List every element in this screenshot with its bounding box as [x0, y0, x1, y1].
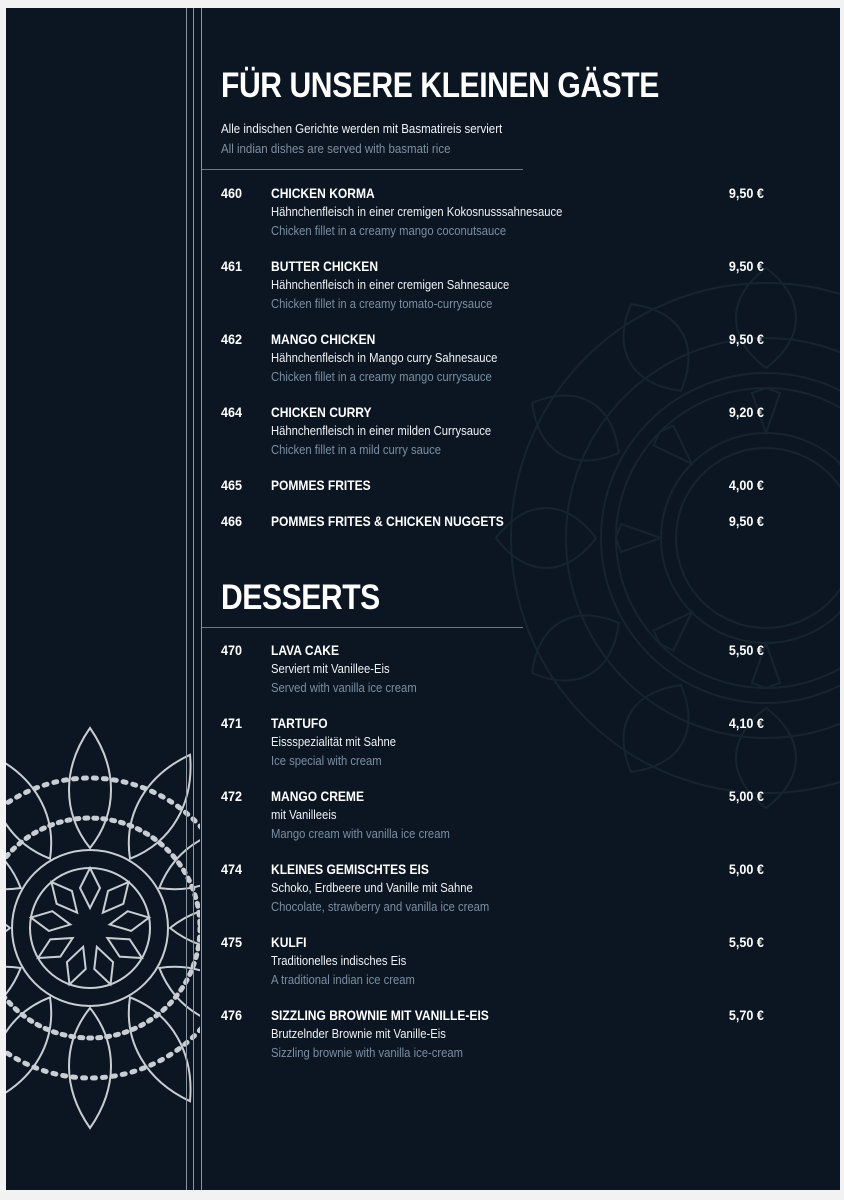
section-title-desserts: DESSERTS: [221, 578, 380, 617]
item-description-de: Schoko, Erdbeere und Vanille mit Sahne: [271, 881, 473, 895]
item-number: 475: [221, 934, 243, 950]
item-name: CHICKEN CURRY: [271, 404, 372, 420]
item-name: MANGO CREME: [271, 788, 364, 804]
item-price: 9,50 €: [728, 258, 764, 274]
item-price: 9,50 €: [728, 513, 764, 529]
item-price: 5,70 €: [728, 1007, 764, 1023]
item-name: KLEINES GEMISCHTES EIS: [271, 861, 429, 877]
item-name: LAVA CAKE: [271, 642, 340, 658]
item-description-en: Ice special with cream: [271, 754, 382, 768]
item-name: BUTTER CHICKEN: [271, 258, 379, 274]
item-description-en: Sizzling brownie with vanilla ice-cream: [271, 1046, 463, 1060]
menu-content: [6, 8, 840, 1190]
menu-item-476: [6, 1007, 840, 1067]
item-description-de: Hähnchenfleisch in einer milden Currysauce: [271, 424, 492, 438]
item-description-en: A traditional indian ice cream: [271, 973, 415, 987]
item-price: 5,00 €: [728, 788, 764, 804]
menu-item-474: [6, 861, 840, 921]
item-description-de: Eissspezialität mit Sahne: [271, 735, 397, 749]
item-description-de: Hähnchenfleisch in einer cremigen Kokosnusssahnesauce: [271, 205, 563, 219]
item-number: 470: [221, 642, 243, 658]
item-price: 9,50 €: [728, 331, 764, 347]
menu-item-472: [6, 788, 840, 848]
menu-item-460: [6, 185, 840, 245]
item-description-de: Hähnchenfleisch in Mango curry Sahnesauce: [271, 351, 498, 365]
menu-item-466: [6, 513, 840, 533]
rice-note-de: Alle indischen Gerichte werden mit Basmatireis serviert: [221, 122, 503, 136]
item-number: 476: [221, 1007, 243, 1023]
item-price: 5,50 €: [728, 642, 764, 658]
item-number: 460: [221, 185, 243, 201]
item-price: 4,00 €: [728, 477, 764, 493]
rice-note-en: All indian dishes are served with basmati rice: [221, 142, 451, 156]
item-price: 5,00 €: [728, 861, 764, 877]
item-price: 5,50 €: [728, 934, 764, 950]
item-number: 464: [221, 404, 243, 420]
item-name: KULFI: [271, 934, 307, 950]
item-name: POMMES FRITES & CHICKEN NUGGETS: [271, 513, 504, 529]
item-description-en: Chocolate, strawberry and vanilla ice cream: [271, 900, 490, 914]
menu-item-475: [6, 934, 840, 994]
menu-item-464: [6, 404, 840, 464]
item-description-en: Chicken fillet in a mild curry sauce: [271, 443, 442, 457]
menu-item-461: [6, 258, 840, 318]
item-description-en: Served with vanilla ice cream: [271, 681, 417, 695]
menu-item-471: [6, 715, 840, 775]
section-divider: [202, 169, 523, 170]
item-number: 471: [221, 715, 243, 731]
item-description-en: Mango cream with vanilla ice cream: [271, 827, 450, 841]
item-number: 466: [221, 513, 243, 529]
item-number: 461: [221, 258, 243, 274]
menu-page: [6, 8, 840, 1190]
item-price: 4,10 €: [728, 715, 764, 731]
item-name: MANGO CHICKEN: [271, 331, 376, 347]
item-number: 465: [221, 477, 243, 493]
menu-item-470: [6, 642, 840, 702]
item-number: 472: [221, 788, 243, 804]
section-title-kids: FÜR UNSERE KLEINEN GÄSTE: [221, 66, 659, 105]
item-name: SIZZLING BROWNIE MIT VANILLE-EIS: [271, 1007, 489, 1023]
item-name: POMMES FRITES: [271, 477, 371, 493]
item-description-de: Brutzelnder Brownie mit Vanille-Eis: [271, 1027, 446, 1041]
item-description-de: Hähnchenfleisch in einer cremigen Sahnesauce: [271, 278, 510, 292]
item-price: 9,20 €: [728, 404, 764, 420]
item-price: 9,50 €: [728, 185, 764, 201]
section-divider: [202, 627, 523, 628]
item-name: CHICKEN KORMA: [271, 185, 375, 201]
menu-item-465: [6, 477, 840, 497]
item-name: TARTUFO: [271, 715, 328, 731]
item-description-en: Chicken fillet in a creamy mango currysauce: [271, 370, 492, 384]
item-description-de: Serviert mit Vanillee-Eis: [271, 662, 390, 676]
item-description-de: mit Vanilleeis: [271, 808, 337, 822]
item-description-en: Chicken fillet in a creamy tomato-currysauce: [271, 297, 493, 311]
item-description-de: Traditionelles indisches Eis: [271, 954, 407, 968]
item-number: 462: [221, 331, 243, 347]
menu-item-462: [6, 331, 840, 391]
item-description-en: Chicken fillet in a creamy mango coconutsauce: [271, 224, 507, 238]
item-number: 474: [221, 861, 243, 877]
